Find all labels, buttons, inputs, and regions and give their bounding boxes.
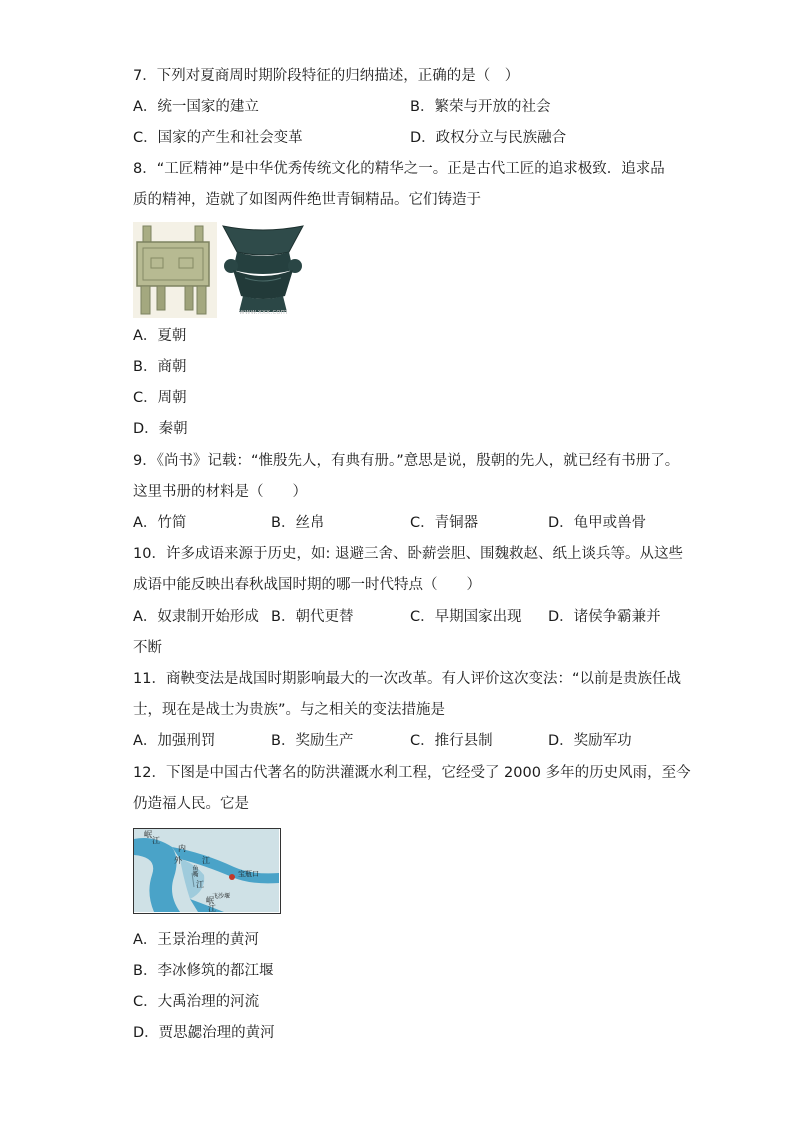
q7-stem: 7．下列对夏商周时期阶段特征的归纳描述，正确的是（ ）	[133, 68, 520, 84]
q10-option-d-continued: 不断	[133, 640, 162, 656]
q7-option-b[interactable]: B．繁荣与开放的社会	[410, 99, 551, 115]
q8-stem-line1: 8．“工匠精神”是中华优秀传统文化的精华之一。正是古代工匠的追求极致．追求品	[133, 161, 665, 177]
q8-option-c[interactable]: C．周朝	[133, 390, 187, 406]
map-label-inner-river: 江	[202, 856, 210, 865]
q10-option-a[interactable]: A．奴隶制开始形成	[133, 609, 259, 625]
q8-option-b[interactable]: B．商朝	[133, 359, 187, 375]
map-label-feishayan: 飞沙堰	[212, 893, 231, 900]
q9-option-b[interactable]: B．丝帛	[271, 515, 325, 531]
q9-stem-line1: 9．《尚书》记载：“惟殷先人，有典有册。”意思是说，殷朝的先人，就已经有书册了。	[133, 453, 680, 469]
map-label-fish-mouth: 鱼嘴	[191, 865, 198, 877]
map-label-outer: 外	[174, 856, 182, 865]
q7-option-c[interactable]: C．国家的产生和社会变革	[133, 130, 303, 146]
map-label-minjiang-top-2: 江	[152, 836, 160, 845]
q7-option-d[interactable]: D．政权分立与民族融合	[410, 130, 567, 146]
q12-option-b[interactable]: B．李冰修筑的都江堰	[133, 963, 274, 979]
q11-option-b[interactable]: B．奖励生产	[271, 733, 354, 749]
map-label-minjiang-bottom: 岷	[206, 896, 214, 905]
q9-option-c[interactable]: C．青铜器	[410, 515, 479, 531]
dujiangyan-map	[133, 828, 281, 914]
q7-option-a[interactable]: A．统一国家的建立	[133, 99, 259, 115]
q11-option-c[interactable]: C．推行县制	[410, 733, 493, 749]
image-watermark: www.xxx.com	[239, 308, 288, 316]
q12-stem-line1: 12．下图是中国古代著名的防洪灌溉水利工程，它经受了 2000 多年的历史风雨，至今	[133, 765, 691, 781]
q8-stem-line2: 质的精神，造就了如图两件绝世青铜精品。它们铸造于	[133, 192, 481, 208]
map-label-inner: 内	[178, 844, 186, 853]
q11-option-d[interactable]: D．奖励军功	[548, 733, 632, 749]
q10-stem-line1: 10．许多成语来源于历史，如: 退避三舍、卧薪尝胆、围魏救赵、纸上谈兵等。从这些	[133, 546, 683, 562]
q12-option-c[interactable]: C．大禹治理的河流	[133, 994, 260, 1010]
q10-option-b[interactable]: B．朝代更替	[271, 609, 354, 625]
map-label-river-lower: 江	[196, 880, 204, 889]
q8-option-d[interactable]: D．秦朝	[133, 421, 188, 437]
map-label-minjiang-top: 岷	[144, 830, 152, 839]
bronze-vessels-illustration	[133, 222, 308, 318]
q10-stem-line2: 成语中能反映出春秋战国时期的哪一时代特点（ ）	[133, 577, 481, 593]
q10-option-d[interactable]: D．诸侯争霸兼并	[548, 609, 661, 625]
map-label-baopingkou: 宝瓶口	[238, 870, 259, 878]
q11-option-a[interactable]: A．加强刑罚	[133, 733, 216, 749]
q12-option-d[interactable]: D．贾思勰治理的黄河	[133, 1025, 275, 1041]
q9-option-d[interactable]: D．龟甲或兽骨	[548, 515, 647, 531]
q11-stem-line2: 士，现在是战士为贵族”。与之相关的变法措施是	[133, 702, 446, 718]
q9-stem-line2: 这里书册的材料是（ ）	[133, 484, 307, 500]
q10-option-c[interactable]: C．早期国家出现	[410, 609, 522, 625]
q8-option-a[interactable]: A．夏朝	[133, 328, 187, 344]
q12-stem-line2: 仍造福人民。它是	[133, 796, 249, 812]
q11-stem-line1: 11．商鞅变法是战国时期影响最大的一次改革。有人评价这次变法：“以前是贵族任战	[133, 671, 681, 687]
q9-option-a[interactable]: A．竹简	[133, 515, 187, 531]
bronze-vessels-image	[133, 222, 308, 318]
q12-option-a[interactable]: A．王景治理的黄河	[133, 932, 259, 948]
map-label-minjiang-bottom-2: 江	[208, 904, 216, 913]
